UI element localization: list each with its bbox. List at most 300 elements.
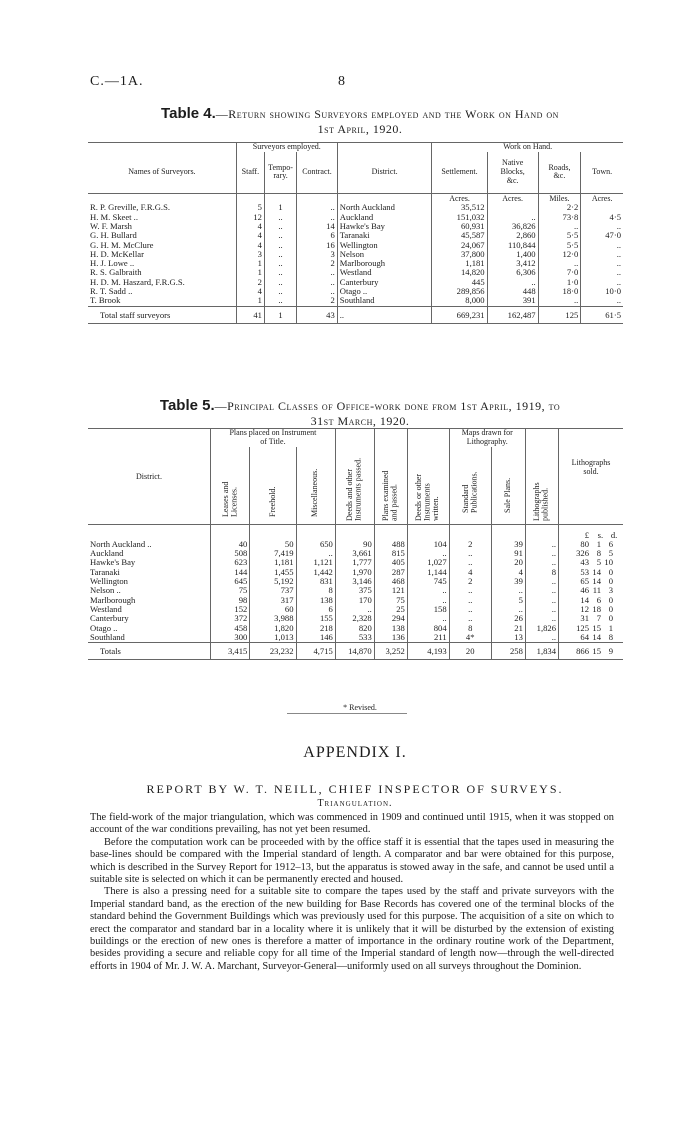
cell-lithographs-sold [559,643,624,660]
cell-temporary: .. [264,231,296,240]
money-d: 0 [608,566,613,577]
cell-district: Taranaki [337,231,432,240]
cell-lithographs-published: 1,834 [525,643,558,660]
cell-lithographs-published: .. [525,577,558,586]
unit-town: Acres. [581,194,623,204]
cell-standard-publications: .. [449,614,491,623]
cell-native-blocks: 36,826 [487,222,538,231]
money-d: 10 [604,557,613,568]
cell-freehold: 23,232 [250,643,296,660]
money-d: 0 [608,576,613,587]
cell-deeds-passed: 3,146 [335,577,374,586]
cell-deeds-written: .. [407,596,449,605]
money-s: 1 [596,538,601,549]
cell-name: Total staff surveyors [88,306,236,323]
cell-miscellaneous: 4,715 [296,643,335,660]
cell-sale-plans: 20 [491,558,525,567]
cell-native-blocks: 2,860 [487,231,538,240]
col-deeds-passed: Deeds and other Instruments passed. [345,457,363,521]
page-number: 8 [338,74,345,89]
cell-native-blocks: 162,487 [487,306,538,323]
paragraph: The field-work of the major triangulation, which was commenced in 1909 and continued until 1915, when it was stopped on account of the war conditions prevailing, has not yet been resumed. [90,812,614,836]
money-s: 14 [592,631,601,642]
cell-sale-plans: 91 [491,549,525,558]
cell-plans-examined: 75 [374,596,407,605]
page-header [90,74,620,94]
cell-staff: 4 [236,222,264,231]
cell-roads: .. [538,222,581,231]
cell-settlement: 289,856 [432,287,487,296]
cell-plans-examined: 405 [374,558,407,567]
cell-miscellaneous: .. [296,549,335,558]
divider [287,713,407,714]
cell-miscellaneous: 146 [296,633,335,643]
money-s: 6 [596,594,601,605]
col-plans-examined: Plans examined and passed. [381,470,399,521]
unit-shillings: s. [597,529,604,540]
cell-freehold: 1,820 [250,624,296,633]
cell-deeds-written: 1,144 [407,568,449,577]
cell-district: Auckland [90,548,124,559]
cell-deeds-passed: 533 [335,633,374,643]
cell-district: Marlborough [337,259,432,268]
money-l: 12 [580,603,589,614]
cell-district: Southland [90,631,125,642]
cell-standard-publications: .. [449,558,491,567]
cell-native-blocks: .. [487,213,538,222]
cell-contract: .. [297,203,338,212]
unit-native: Acres. [487,194,538,204]
cell-lithographs-sold [559,540,624,549]
col-leases: Leases and Licenses. [220,481,239,518]
cell-leases: 98 [211,596,250,605]
cell-name: W. F. Marsh [90,220,132,231]
money-s: 7 [596,613,601,624]
cell-standard-publications: 2 [449,577,491,586]
cell-roads: 2·2 [538,203,581,212]
cell-staff: 4 [236,287,264,296]
cell-deeds-passed: 2,328 [335,614,374,623]
cell-plans-examined: 138 [374,624,407,633]
cell-sale-plans: 39 [491,540,525,549]
cell-roads: 1·0 [538,278,581,287]
cell-leases: 645 [211,577,250,586]
money-d: 8 [608,631,613,642]
cell-plans-examined: 488 [374,540,407,549]
cell-temporary: .. [264,287,296,296]
cell-town: .. [581,250,623,259]
cell-sale-plans: 21 [491,624,525,633]
cell-lithographs-published: .. [525,633,558,643]
cell-contract: 43 [297,306,338,323]
cell-lithographs-sold [559,558,624,567]
table5 [88,428,623,660]
col-names: Names of Surveyors. [88,152,236,194]
cell-settlement: 445 [432,278,487,287]
cell-plans-examined: 468 [374,577,407,586]
money-l: 326 [576,548,589,559]
cell-sale-plans: 4 [491,568,525,577]
cell-name: R. P. Greville, F.R.G.S. [90,202,171,213]
cell-settlement: 14,820 [432,268,487,277]
cell-temporary: 1 [264,203,296,212]
cell-deeds-passed: .. [335,605,374,614]
table4-label: Table 4. [161,105,216,122]
cell-leases: 372 [211,614,250,623]
report-heading: REPORT BY W. T. NEILL, CHIEF INSPECTOR OF SURVEYS. [146,782,564,796]
cell-district: Southland [337,296,432,306]
cell-staff: 4 [236,241,264,250]
cell-deeds-passed: 90 [335,540,374,549]
cell-lithographs-sold [559,549,624,558]
cell-name: H. D. McKellar [90,248,144,259]
cell-freehold: 7,419 [250,549,296,558]
table-row [88,586,623,595]
cell-sale-plans: 26 [491,614,525,623]
cell-plans-examined: 121 [374,586,407,595]
cell-deeds-written: 1,027 [407,558,449,567]
cell-lithographs-sold [559,586,624,595]
unit-pounds: £ [584,529,589,540]
money-l: 43 [580,557,589,568]
table5-label: Table 5. [159,397,215,414]
cell-native-blocks: .. [487,278,538,287]
paragraph: There is also a pressing need for a suitable site to compare the tapes used by the staff and private surveyors with the Imperial standard band, as the erection of the new building for Base Records has covered one of the terminal blocks of the standard behind the Government Buildings which was previously used for this purpose. The acquisition of a site on which to erect the comparator and standard bar in a locality where it is unlikely that it will be disturbed by the extension of existing buildings or the erection of new ones is therefore a matter of importance in the ordinary routine work of the Department, besides providing a secure and reliable copy for all time of the Imperial standard of length now—through the well-directed efforts in 1904 of Mr. J. W. A. Marchant, Surveyor-General—uniformly used on all surveys throughout the Dominion. [90,886,614,972]
cell-miscellaneous: 8 [296,586,335,595]
cell-sale-plans: 13 [491,633,525,643]
cell-staff: 1 [236,259,264,268]
cell-district: Nelson .. [90,585,121,596]
table5-title-line1: —Principal Classes of Office-work done from 1st April, 1919, to [214,399,561,413]
report-body [90,812,614,973]
cell-miscellaneous: 138 [296,596,335,605]
money-s: 15 [592,622,601,633]
cell-roads: .. [538,296,581,306]
cell-lithographs-sold [559,614,624,623]
cell-native-blocks: 448 [487,287,538,296]
cell-district: Hawke's Bay [337,222,432,231]
group-work-on-hand: Work on Hand. [432,143,623,152]
cell-roads: 12·0 [538,250,581,259]
money-d: 0 [608,613,613,624]
cell-plans-examined: 815 [374,549,407,558]
money-l: 80 [580,538,589,549]
cell-lithographs-published: .. [525,558,558,567]
money-s: 14 [592,566,601,577]
money-l: 53 [580,566,589,577]
table5-footnote: * Revised. [343,703,377,712]
cell-leases: 623 [211,558,250,567]
col-staff: Staff. [236,152,264,194]
unit-pence: d. [610,529,618,540]
col-standard-publications: Standard Publications. [460,471,479,514]
money-l: 46 [580,585,589,596]
cell-staff: 41 [236,306,264,323]
money-d: 3 [608,585,613,596]
cell-lithographs-sold [559,568,624,577]
cell-freehold: 60 [250,605,296,614]
cell-lithographs-published: 1,826 [525,624,558,633]
cell-temporary: 1 [264,306,296,323]
cell-miscellaneous: 1,442 [296,568,335,577]
money-l: 14 [580,594,589,605]
money-d: 6 [608,538,613,549]
cell-contract: 14 [297,222,338,231]
cell-settlement: 669,231 [432,306,487,323]
cell-name: H. J. Lowe .. [90,258,135,269]
cell-district: Totals [88,643,211,660]
cell-deeds-written: 4,193 [407,643,449,660]
cell-native-blocks: 391 [487,296,538,306]
cell-staff: 4 [236,231,264,240]
cell-roads: 73·8 [538,213,581,222]
cell-contract: .. [297,213,338,222]
cell-standard-publications: .. [449,596,491,605]
cell-settlement: 35,512 [432,203,487,212]
section-heading: Triangulation. [317,798,393,809]
cell-contract: 2 [297,296,338,306]
money-d: 1 [608,622,613,633]
cell-settlement: 24,067 [432,241,487,250]
cell-town: 10·0 [581,287,623,296]
col-district: District. [337,152,432,194]
cell-roads: 125 [538,306,581,323]
cell-deeds-written: .. [407,614,449,623]
cell-freehold: 3,988 [250,614,296,623]
col-lithographs-sold: Lithographs sold. [571,458,611,476]
cell-miscellaneous: 831 [296,577,335,586]
cell-temporary: .. [264,259,296,268]
cell-district: Canterbury [337,278,432,287]
col-deeds-written: Deeds or other Instruments written. [414,473,441,521]
cell-deeds-written: 211 [407,633,449,643]
cell-temporary: .. [264,213,296,222]
money-l: 64 [580,631,589,642]
cell-deeds-written: 745 [407,577,449,586]
money-s: 14 [592,576,601,587]
cell-contract: .. [297,287,338,296]
cell-leases: 152 [211,605,250,614]
cell-lithographs-sold [559,605,624,614]
cell-district: Westland [337,268,432,277]
cell-sale-plans: .. [491,586,525,595]
cell-deeds-passed: 3,661 [335,549,374,558]
col-sale-plans: Sale Plans. [503,478,513,514]
col-freehold: Freehold. [267,486,277,518]
cell-freehold: 1,455 [250,568,296,577]
cell-standard-publications: 4* [449,633,491,643]
cell-name: R. S. Galbraith [90,267,142,278]
cell-name: T. Brook [90,295,121,306]
cell-lithographs-published: .. [525,586,558,595]
money-d: 9 [608,646,613,657]
cell-leases: 300 [211,633,250,643]
cell-roads: 5·5 [538,241,581,250]
cell-contract: 2 [297,259,338,268]
col-town: Town. [581,152,623,194]
cell-miscellaneous: 6 [296,605,335,614]
col-roads: Roads, &c. [538,152,581,194]
money-l: 65 [580,576,589,587]
unit-settlement: Acres. [432,194,487,204]
cell-deeds-written: .. [407,586,449,595]
cell-district: Nelson [337,250,432,259]
unit-roads: Miles. [538,194,581,204]
cell-staff: 5 [236,203,264,212]
cell-freehold: 737 [250,586,296,595]
cell-deeds-written: 158 [407,605,449,614]
cell-lithographs-published: .. [525,540,558,549]
cell-lithographs-published: .. [525,614,558,623]
money-s: 8 [596,548,601,559]
cell-district: Auckland [337,213,432,222]
cell-deeds-passed: 375 [335,586,374,595]
cell-plans-examined: 136 [374,633,407,643]
cell-town: .. [581,278,623,287]
cell-district: Hawke's Bay [90,557,136,568]
cell-roads: .. [538,259,581,268]
cell-settlement: 1,181 [432,259,487,268]
cell-roads: 5·5 [538,231,581,240]
cell-lithographs-sold [559,633,624,643]
cell-staff: 12 [236,213,264,222]
cell-settlement: 60,931 [432,222,487,231]
cell-deeds-passed: 820 [335,624,374,633]
cell-district: Marlborough [90,594,136,605]
cell-district: Otago .. [337,287,432,296]
col-lithographs-published: Lithographs published. [532,482,550,521]
cell-district: Wellington [90,576,128,587]
cell-leases: 458 [211,624,250,633]
cell-district: Westland [90,603,122,614]
cell-staff: 2 [236,278,264,287]
cell-temporary: .. [264,241,296,250]
total-row [88,306,623,323]
cell-settlement: 37,800 [432,250,487,259]
cell-miscellaneous: 155 [296,614,335,623]
cell-contract: 3 [297,250,338,259]
cell-staff: 1 [236,296,264,306]
cell-contract: 16 [297,241,338,250]
cell-name: G. H. M. McClure [90,239,154,250]
cell-sale-plans: 258 [491,643,525,660]
cell-town: .. [581,241,623,250]
table-row [88,296,623,306]
cell-deeds-passed: 14,870 [335,643,374,660]
cell-lithographs-published: .. [525,596,558,605]
col-temporary: Tempo- rary. [264,152,296,194]
cell-district: Canterbury [90,613,129,624]
table5-title-line2: 31st March, 1920. [310,414,410,428]
cell-district: North Auckland .. [90,538,152,549]
cell-lithographs-published: 8 [525,568,558,577]
money-s: 15 [592,646,601,657]
cell-deeds-written: .. [407,549,449,558]
cell-town: .. [581,296,623,306]
money-d: 0 [608,603,613,614]
cell-roads: 18·0 [538,287,581,296]
cell-lithographs-sold [559,624,624,633]
cell-sale-plans: 39 [491,577,525,586]
cell-district: .. [337,306,432,323]
cell-town: .. [581,259,623,268]
cell-plans-examined: 294 [374,614,407,623]
cell-temporary: .. [264,296,296,306]
col-contract: Contract. [297,152,338,194]
cell-sale-plans: .. [491,605,525,614]
col-miscellaneous: Miscellaneous. [310,468,320,518]
cell-native-blocks: 110,844 [487,241,538,250]
cell-deeds-passed: 1,970 [335,568,374,577]
cell-deeds-written: 104 [407,540,449,549]
cell-town: 47·0 [581,231,623,240]
cell-settlement: 8,000 [432,296,487,306]
cell-deeds-passed: 170 [335,596,374,605]
col-settlement: Settlement. [432,152,487,194]
money-l: 125 [576,622,589,633]
cell-name: H. M. Skeet .. [90,211,138,222]
cell-name: G. H. Bullard [90,230,137,241]
cell-name: R. T. Sadd .. [90,286,133,297]
cell-native-blocks: 6,306 [487,268,538,277]
cell-contract: .. [297,278,338,287]
cell-miscellaneous: 218 [296,624,335,633]
cell-leases: 75 [211,586,250,595]
report-code: C.—1A. [90,74,144,89]
cell-miscellaneous: 650 [296,540,335,549]
cell-leases: 144 [211,568,250,577]
cell-temporary: .. [264,222,296,231]
money-d: 5 [608,548,613,559]
cell-temporary: .. [264,250,296,259]
cell-standard-publications: .. [449,605,491,614]
cell-town: .. [581,222,623,231]
cell-standard-publications: .. [449,549,491,558]
cell-contract: .. [297,268,338,277]
cell-leases: 508 [211,549,250,558]
table4-title-line1: —Return showing Surveyors employed and the Work on Hand on [215,107,559,121]
col-native-blocks: Native Blocks, &c. [487,152,538,194]
cell-town: 61·5 [581,306,623,323]
cell-plans-examined: 25 [374,605,407,614]
cell-settlement: 151,032 [432,213,487,222]
money-l: 31 [580,613,589,624]
table-row [88,596,623,605]
cell-contract: 6 [297,231,338,240]
cell-freehold: 50 [250,540,296,549]
table-row [88,624,623,633]
table-row [88,633,623,643]
cell-leases: 40 [211,540,250,549]
cell-standard-publications: 2 [449,540,491,549]
group-maps-drawn: Maps drawn for Lithography. [449,429,525,448]
cell-settlement: 45,587 [432,231,487,240]
cell-district: Wellington [337,241,432,250]
table4-title-line2: 1st April, 1920. [317,122,403,136]
cell-lithographs-published: .. [525,549,558,558]
cell-freehold: 5,192 [250,577,296,586]
cell-freehold: 317 [250,596,296,605]
table-row [88,577,623,586]
cell-staff: 1 [236,268,264,277]
cell-standard-publications: .. [449,586,491,595]
cell-temporary: .. [264,268,296,277]
cell-district: Otago .. [90,622,118,633]
cell-plans-examined: 3,252 [374,643,407,660]
cell-district: Taranaki [90,566,120,577]
cell-lithographs-sold [559,577,624,586]
cell-leases: 3,415 [211,643,250,660]
